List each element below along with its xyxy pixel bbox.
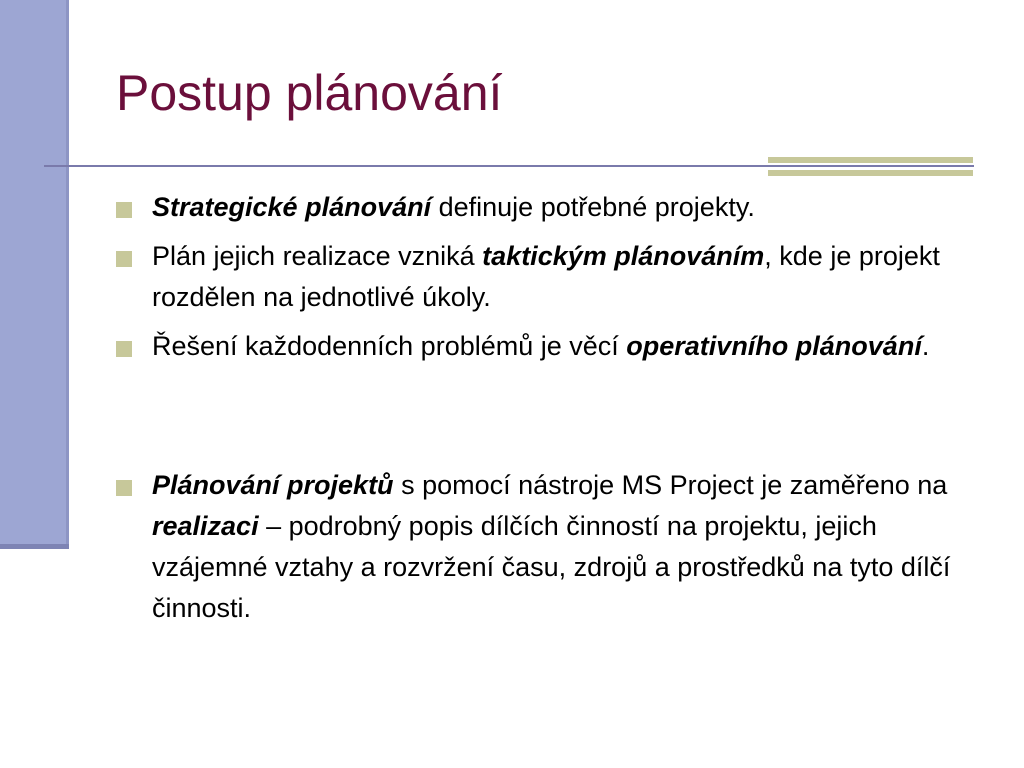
- bullet-text: s pomocí nástroje MS Project je zaměřeno na: [393, 470, 948, 500]
- bullet-text: definuje potřebné projekty.: [431, 192, 755, 222]
- accent-stripe-top: [768, 157, 973, 163]
- bullet-item: [152, 187, 967, 228]
- slide-title: Postup plánování: [116, 65, 503, 121]
- square-bullet-icon: [116, 202, 132, 218]
- bullet-text: .: [921, 331, 930, 361]
- square-bullet-icon: [116, 341, 132, 357]
- left-decorative-bar: [0, 0, 66, 546]
- bullet-text: – podrobný popis dílčích činností na projektu, jejich vzájemné vztahy a rozvržení času, zdrojů a prostředků na tyto dílčí činnosti.: [152, 511, 951, 623]
- square-bullet-icon: [116, 251, 132, 267]
- square-bullet-icon: [116, 480, 132, 496]
- bullet-item: [152, 326, 967, 367]
- bullet-text-emphasis: taktickým plánováním: [482, 241, 765, 271]
- bullet-text-emphasis: Strategické plánování: [152, 192, 432, 222]
- title-divider-line: [44, 165, 974, 167]
- bullet-text: Plán jejich realizace vzniká: [152, 241, 483, 271]
- bullet-item: [152, 236, 967, 318]
- accent-stripe-bottom: [768, 170, 973, 176]
- bullet-text-emphasis: operativního plánování: [626, 331, 922, 361]
- bullet-text: , kde je projekt rozdělen na jednotlivé úkoly.: [152, 241, 940, 312]
- bullet-text: Řešení každodenních problémů je věcí: [152, 331, 627, 361]
- left-bar-bottom-edge: [0, 544, 69, 549]
- left-bar-side-shade: [66, 0, 69, 549]
- bullet-text-emphasis: Plánování projektů: [152, 470, 394, 500]
- bullet-text-emphasis: realizaci: [152, 511, 259, 541]
- bullet-item: [152, 465, 967, 629]
